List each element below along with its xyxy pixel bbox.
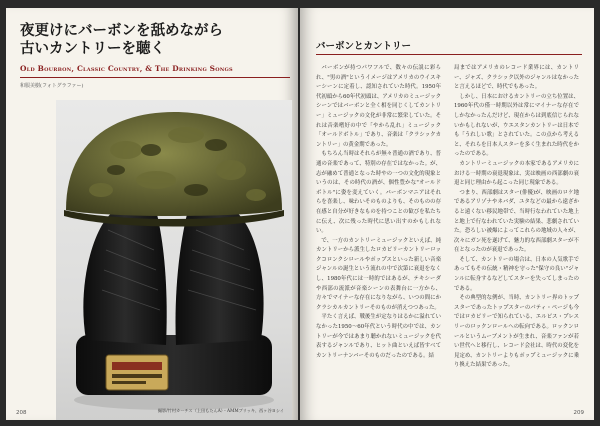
paragraph: 平たく言えば、戦後生が定なりはるかに溢れていなかった1950〜60年代という時代の中では、カントリーが今ではあまり聴かれないミュージックを代表するジャンルであり、ヒット曲といえば皆すべてカントリーナンバーそのものだったのである。結 bbox=[316, 314, 441, 359]
title-line-2: 古いカントリーを聴く bbox=[20, 40, 165, 57]
paragraph: バーボンが持つパワフルで、数々の伝説に彩られ、"男の酒"というイメージはアメリカのウイスキーシーンに定着し、認知されていた時代。1950年代初頭から60年代初頭は、アメリカのミュージックシーンではバーボンと全く相を同じくしてカントリー」ミュージックの文化が非常に繁栄していた。それは音楽嗜好の中で「やから乱れ」ミュージック「オールドボトル」であり、音楽は「クラシックカントリー」の黄金期であった。 bbox=[316, 65, 441, 148]
body-column-1 bbox=[316, 64, 441, 361]
photo-caption: 撮影/竹村カーチス（上田もたんA）・AMMブリッキ、西ヶ谷ヨシイ bbox=[157, 408, 284, 413]
page-number-right: 209 bbox=[573, 410, 584, 416]
decanter-illustration bbox=[56, 100, 292, 420]
article-title bbox=[20, 22, 280, 58]
paragraph: そして、カントリーの場合は、日本の人気歌手であってもその伝統・精神を守った"保守の良い"ジャンルに転身するなどしてスターを失ってしまったのである。 bbox=[454, 256, 579, 292]
paragraph: つまり、西部劇はスター(俳優)が、映画のロケ地であるアリゾナやネバダ、ユタなどの最から遠ざかると遠くない移民地帯で、当時行なわれていた地上と地上で行なわれていた実験の結果、悲劇されていた。恐ろしい被爆によってこれらの地域の人々が、次々にガン死を遂げて、魅力的な西部劇スターが不在となったのが衰退であった。 bbox=[454, 189, 579, 254]
paragraph: その典型的な例が、当時、カントリー界のトップスターであったトップスターのパティ・ページも今ではロカビリーで知られている、エルビス・プレスリーのロックンロールへの転向である。ロックンロールというムーブメントが生まれ、音楽ファンが若い世代へと移行し、レコード会社は、時代の変化を見定め、カントリーよりもポップミュージックに乗り換えた結果であった。 bbox=[454, 295, 579, 369]
right-page bbox=[300, 8, 594, 420]
bottle-label bbox=[106, 355, 168, 390]
heading-rule bbox=[316, 54, 582, 55]
paragraph: 局まではアメリカのレコード業界には、カントリー、ジャズ、クラシック以外のジャンルはなかったと言えるほどで、時代でもあった。 bbox=[454, 65, 579, 91]
bourbon-helmet-decanter-photo bbox=[56, 100, 292, 420]
paragraph: もちろん当時はそれらが無々普通の酒であり、普通の音楽であって、特別の存在ではなかった。が、志が融めて普通となった時やの一つの文化的現象というのは、その時代の酒が、個性豊かな"オールドボトル"に姿を変えていく。バーボンマニアはそれらを喜楽し、味わいそのものよりも、そのものの存在感と自分が好きなものを持つことの歓びを私たちに伝え、次に残った時代に思い出すのかもしれない。 bbox=[316, 151, 441, 235]
body-column-2 bbox=[454, 64, 579, 371]
title-line-1: 夜更けにバーボンを舐めながら bbox=[20, 22, 223, 39]
article-subtitle: Old Bourbon, Classic Country, & The Drinking Songs bbox=[20, 64, 290, 78]
paragraph: しかし、日本におけるカントリーの立ち位置は、1960年代の僅一時期以外は常にマイナーな存在でしかなかったんだけど、現在からは到底信じられないかもしれないが、ウエスタンカントリーは日本でも「うれしい歌」とされていた。この点から考えると、それらを日本人スターを多く生まれた時代をかったのである。 bbox=[454, 93, 579, 158]
left-page bbox=[6, 8, 298, 420]
paragraph: で、一方のカントリーミュージックといえば、純カントリーから派生したロカビリーカントリーロックコロンクシロールやポップスといった新しい音楽ジャンルの誕生という流れの中で次第に衰退をなくし、1980年代には一時的ではあるが、テキシーダや西部の流派が音楽シーンの表舞台に一方から、方々でマイナーな存在になりながら、いつの間にかクラシカルカントリーそのものが消えつつあった。 bbox=[316, 237, 441, 311]
page-number-left: 208 bbox=[16, 410, 27, 416]
section-heading: バーボンとカントリー bbox=[316, 41, 412, 52]
paragraph: カントリーミュージックの本家であるアメリカにおける一時期の衰退現象は、実は映画の西部劇の衰退と同じ理由から起こった同じ現象である。 bbox=[454, 160, 579, 187]
author-credit: 和服美樹(フォトグラファー) bbox=[20, 83, 84, 89]
